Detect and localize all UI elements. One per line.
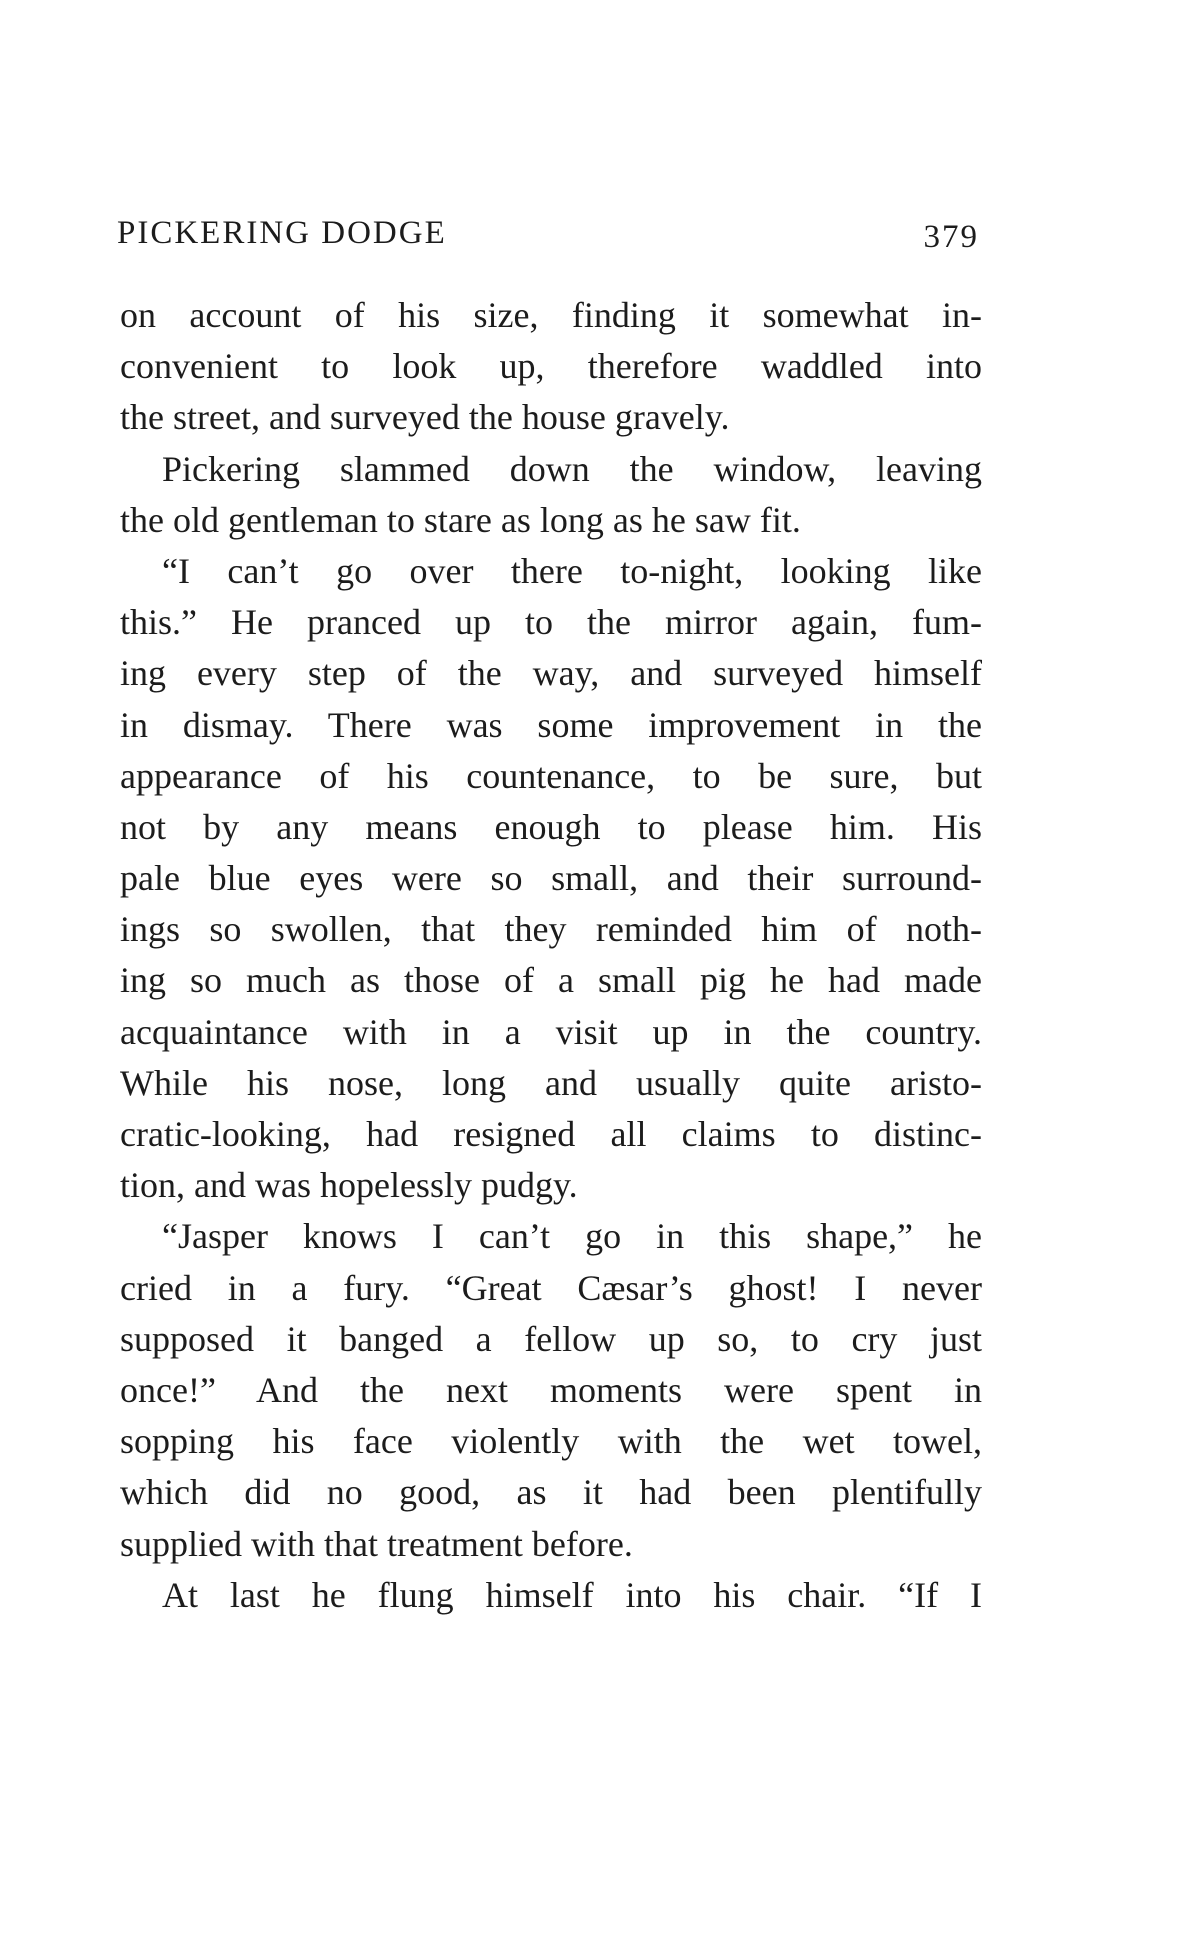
text-line: acquaintance with in a visit up in the country. [120,1011,982,1052]
text-line: this.” He pranced up to the mirror again, fum- [120,602,982,643]
text-line: once!” And the next moments were spent in [120,1369,982,1410]
text-line: While his nose, long and usually quite aristo- [120,1062,982,1103]
text-line: convenient to look up, therefore waddled into [120,346,982,387]
text-line: “Jasper knows I can’t go in this shape,” he [162,1216,982,1257]
text-line: not by any means enough to please him. His [120,806,982,847]
text-line: Pickering slammed down the window, leaving [162,448,982,489]
body-text [120,290,982,1621]
text-line: which did no good, as it had been plentifully [120,1472,982,1513]
text-line: At last he flung himself into his chair. “If I [162,1574,982,1615]
page-number: 379 [923,219,979,255]
text-line: the old gentleman to stare as long as he saw fit. [120,499,801,540]
text-line: on account of his size, finding it somewhat in- [120,295,982,335]
text-line: cried in a fury. “Great Cæsar’s ghost! I never [120,1267,982,1308]
text-line: ing every step of the way, and surveyed himself [120,653,982,694]
text-line: ing so much as those of a small pig he had made [120,960,982,1001]
running-head-title: PICKERING DODGE [117,215,447,251]
text-line: “I can’t go over there to-night, looking like [162,550,982,591]
text-line: the street, and surveyed the house gravely. [120,397,730,438]
text-line: ings so swollen, that they reminded him of noth- [120,909,982,950]
text-line: cratic-looking, had resigned all claims to distinc- [120,1114,982,1154]
text-line: sopping his face violently with the wet towel, [120,1421,982,1462]
text-line: tion, and was hopelessly pudgy. [120,1165,578,1206]
text-line: supposed it banged a fellow up so, to cry just [120,1318,982,1359]
text-line: in dismay. There was some improvement in the [120,704,982,745]
text-line: pale blue eyes were so small, and their surround- [120,858,982,899]
running-head [117,208,979,258]
text-line: supplied with that treatment before. [120,1523,633,1564]
text-line: appearance of his countenance, to be sure, but [120,755,982,796]
